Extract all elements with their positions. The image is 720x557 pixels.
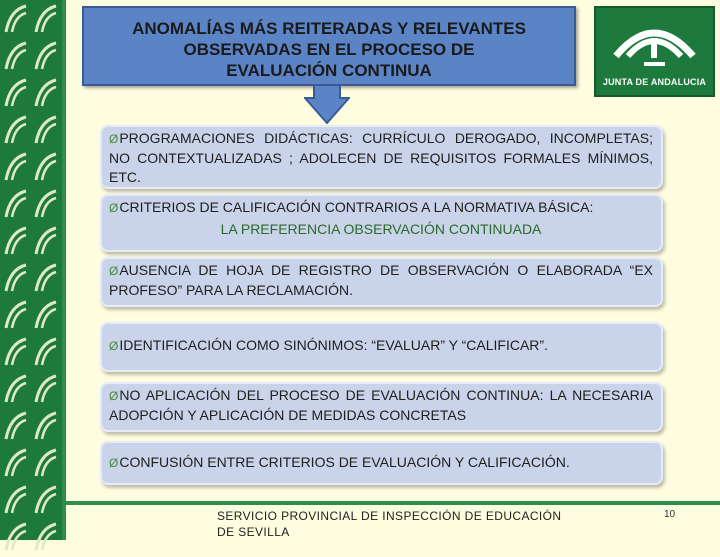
down-arrow-icon [304, 84, 350, 129]
anomaly-item [100, 257, 663, 307]
band-motif-icon [0, 409, 62, 446]
anomaly-subtext: LA PREFERENCIA OBSERVACIÓN CONTINUADA [220, 221, 542, 237]
bullet-arrow-icon: Ø [109, 132, 119, 146]
band-motif-icon [0, 113, 62, 150]
anomaly-text: PROGRAMACIONES DIDÁCTICAS: CURRÍCULO DEROGADO, INCOMPLETAS; NO CONTEXTUALIZADAS ; ADOLECEN DE REQUISITOS FORMALES MÍNIMOS, ETC. [109, 130, 653, 185]
anomaly-text: NO APLICACIÓN DEL PROCESO DE EVALUACIÓN CONTINUA: LA NECESARIA ADOPCIÓN Y APLICACIÓN DE MEDIDAS CONCRETAS [109, 387, 653, 423]
slide-title-line: OBSERVADAS EN EL PROCESO DE [183, 40, 475, 59]
band-motif-icon [0, 187, 62, 224]
band-motif-icon [0, 520, 62, 557]
anomaly-text: CONFUSIÓN ENTRE CRITERIOS DE EVALUACIÓN Y CALIFICACIÓN. [119, 454, 570, 470]
anomaly-text: CRITERIOS DE CALIFICACIÓN CONTRARIOS A LA NORMATIVA BÁSICA: [119, 199, 594, 215]
band-motif-icon [0, 483, 62, 520]
band-motif-icon [0, 39, 62, 76]
bullet-arrow-icon: Ø [109, 339, 119, 353]
band-motif-icon [0, 372, 62, 409]
footer-text-line: SERVICIO PROVINCIAL DE INSPECCIÓN DE EDUCACIÓN [217, 509, 562, 523]
band-motif-icon [0, 335, 62, 372]
anomaly-item [100, 194, 663, 252]
band-motif-icon [0, 224, 62, 261]
slide-title-line: ANOMALÍAS MÁS REITERADAS Y RELEVANTES [132, 19, 526, 38]
band-motif-icon [0, 261, 62, 298]
band-motif-icon [0, 298, 62, 335]
slide-footer [217, 508, 637, 540]
junta-de-andalucia-logo [594, 6, 715, 97]
slide-title-line: EVALUACIÓN CONTINUA [226, 61, 432, 80]
anomaly-text: IDENTIFICACIÓN COMO SINÓNIMOS: “EVALUAR” Y “CALIFICAR”. [119, 337, 548, 353]
anomaly-item [100, 441, 663, 485]
band-motif-icon [0, 76, 62, 113]
logo-emblem-icon [596, 8, 713, 74]
slide-title-box [82, 6, 576, 86]
anomaly-item [100, 382, 663, 432]
logo-caption: JUNTA DE ANDALUCIA [602, 77, 707, 87]
bullet-arrow-icon: Ø [109, 201, 119, 215]
footer-text-line: DE SEVILLA [217, 525, 290, 539]
bullet-arrow-icon: Ø [109, 389, 119, 403]
bullet-arrow-icon: Ø [109, 264, 119, 278]
band-motif-icon [0, 2, 62, 39]
anomaly-item [100, 125, 663, 189]
page-number: 10 [664, 509, 676, 520]
footer-divider [62, 501, 720, 505]
band-motif-icon [0, 150, 62, 187]
anomaly-text: AUSENCIA DE HOJA DE REGISTRO DE OBSERVACIÓN O ELABORADA “EX PROFESO” PARA LA RECLAMACIÓN. [109, 262, 653, 298]
anomaly-item [100, 322, 663, 372]
band-motif-icon [0, 446, 62, 483]
bullet-arrow-icon: Ø [109, 456, 119, 470]
side-band-divider [62, 0, 66, 540]
